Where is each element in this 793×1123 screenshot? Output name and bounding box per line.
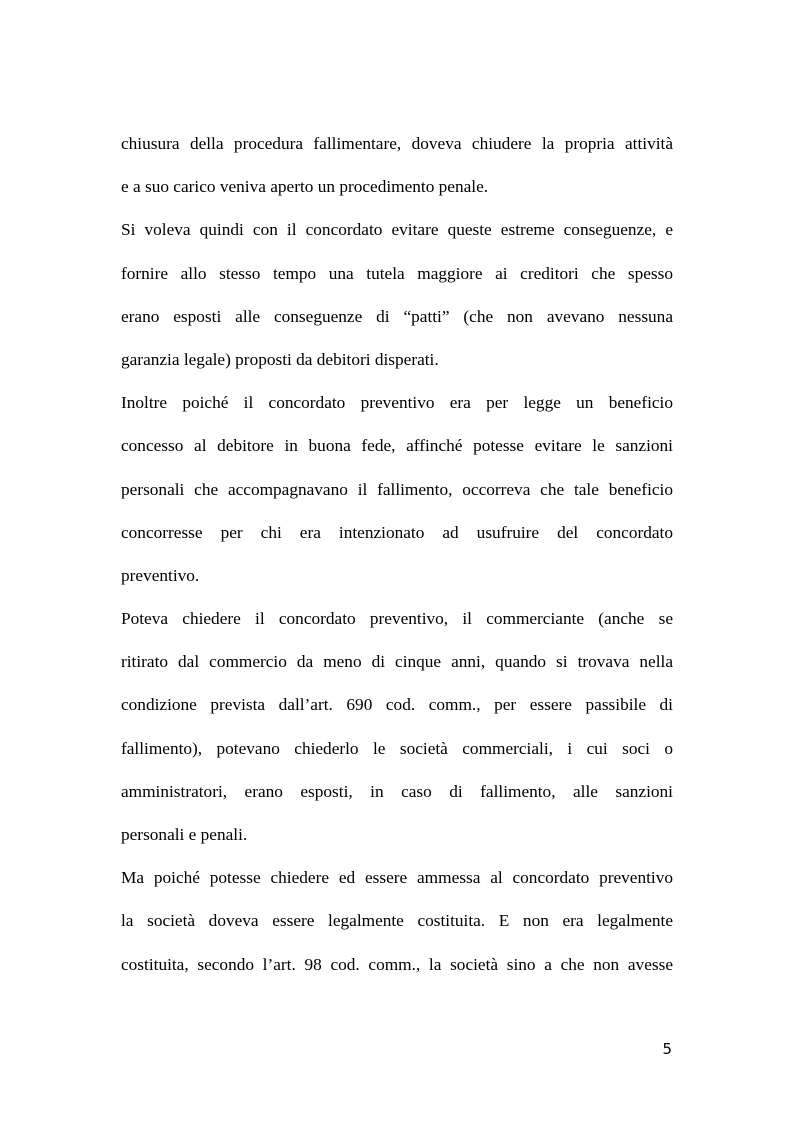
text-line: fornire allo stesso tempo una tutela maggiore ai creditori che spesso [121, 263, 673, 283]
text-line: preventivo. [121, 565, 200, 585]
text-line: chiusura della procedura fallimentare, doveva chiudere la propria attività [121, 134, 673, 153]
text-line: erano esposti alle conseguenze di “patti” (che non avevano nessuna [121, 306, 673, 326]
text-line: personali e penali. [121, 825, 248, 844]
text-line: ritirato dal commercio da meno di cinque anni, quando si trovava nella [121, 652, 673, 672]
text-line: fallimento), potevano chiederlo le società commerciali, i cui soci o [121, 738, 673, 758]
text-line: costituita, secondo l’art. 98 cod. comm., la società sino a che non avesse [121, 954, 673, 974]
text-line: la società doveva essere legalmente costituita. E non era legalmente [121, 911, 673, 931]
page-number: 5 [662, 1040, 672, 1058]
body-text [121, 129, 673, 993]
text-line: concorresse per chi era intenzionato ad usufruire del concordato [121, 522, 673, 542]
text-line: concesso al debitore in buona fede, affinché potesse evitare le sanzioni [121, 436, 673, 456]
text-line: Inoltre poiché il concordato preventivo era per legge un beneficio [121, 393, 673, 413]
text-line: personali che accompagnavano il fallimento, occorreva che tale beneficio [121, 479, 673, 499]
text-line: Si voleva quindi con il concordato evitare queste estreme conseguenze, e [121, 220, 673, 240]
text-line: amministratori, erano esposti, in caso di fallimento, alle sanzioni [121, 781, 673, 801]
text-line: Ma poiché potesse chiedere ed essere ammessa al concordato preventivo [121, 868, 673, 888]
text-line: e a suo carico veniva aperto un procedimento penale. [121, 177, 489, 197]
text-line: garanzia legale) proposti da debitori disperati. [121, 349, 439, 369]
text-line: condizione prevista dall’art. 690 cod. comm., per essere passibile di [121, 695, 673, 715]
text-line: Poteva chiedere il concordato preventivo, il commerciante (anche se [121, 609, 673, 629]
